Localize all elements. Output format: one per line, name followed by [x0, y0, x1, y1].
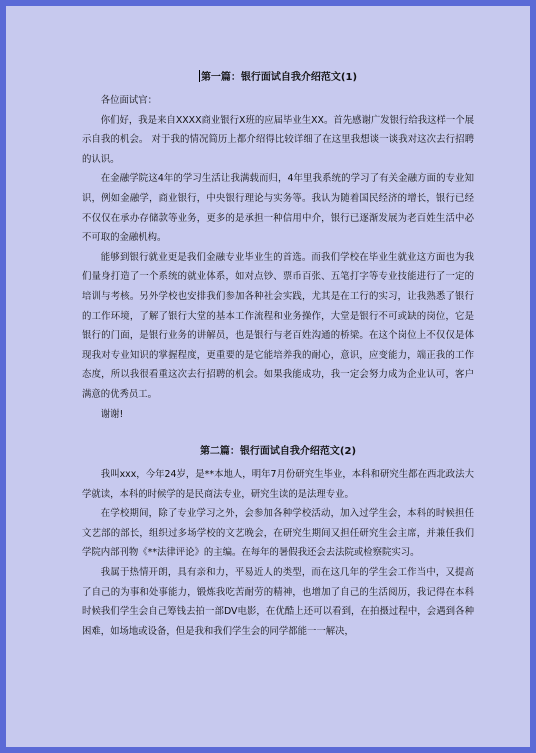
section-spacer	[82, 424, 474, 442]
document-page	[82, 68, 474, 641]
section1-paragraph-2: 在金融学院这4年的学习生活让我满载而归，4年里我系统的学习了有关金融方面的专业知识，例如金融学，商业银行，中央银行理论与实务等。我认为随着国民经济的增长，银行已经不仅仅在承办存储款等业务，更多的是承担一种信用中介，银行已逐渐发展为老百姓生活中必不可取的金融机构。	[82, 173, 474, 244]
section1-paragraph-3: 能够到银行就业更是我们金融专业毕业生的首选。而我们学校在毕业生就业这方面也为我们量身打造了一个系统的就业体系，如对点钞、票币百张、五笔打字等专业技能进行了一定的培训与考核。另外学校也安排我们参加各种社会实践，尤其是在工行的实习，让我熟悉了银行的工作环境，了解了银行大堂的基本工作流程和业务操作，大堂是银行不可或缺的岗位，它是银行的门面，是银行业务的讲解员，也是银行与老百姓沟通的桥梁。在这个岗位上不仅仅是体现我对专业知识的掌握程度，更重要的是它能培养我的耐心，意识，应变能力，端正我的工作态度，所以我很看重这次去行招聘的机会。如果我能成功，我一定会努力成为企业认可，客户满意的优秀员工。	[82, 251, 474, 400]
section1-title: 第一篇：银行面试自我介绍范文(1)	[200, 72, 358, 83]
section1-title-row	[82, 68, 474, 88]
section2-title: 第二篇：银行面试自我介绍范文(2)	[199, 446, 357, 458]
section1-closing: 谢谢!	[100, 408, 124, 420]
document-background	[6, 6, 530, 747]
text-cursor	[199, 70, 200, 82]
section1-paragraph-1: 你们好，我是来自XXXX商业银行X班的应届毕业生XX。首先感谢广发银行给我这样一个展示自我的机会。 对于我的情况简历上都介绍得比较详细了在这里我想谈一谈我对这次去行招聘的认识。	[82, 114, 474, 165]
section2-paragraph-3: 我属于热情开朗，具有亲和力，平易近人的类型，而在这几年的学生会工作当中，又提高了自己的为事和处事能力，锻炼我吃苦耐劳的精神，也增加了自己的生活阅历，我记得在本科时候我们学生会自己筹钱去拍一部DV电影，在优酷上还可以看到，在拍摄过程中，会遇到各种困难，如场地或设备，但是我和我们学生会的同学都能一一解决，	[82, 567, 474, 637]
section2-paragraph-1: 我叫xxx，今年24岁，是**本地人，明年7月份研究生毕业，本科和研究生都在西北政法大学就读，本科的时候学的是民商法专业，研究生读的是法理专业。	[82, 469, 474, 500]
section2-paragraph-2: 在学校期间，除了专业学习之外，会参加各种学校活动，加入过学生会，本科的时候担任文艺部的部长，组织过多场学校的文艺晚会，在研究生期间又担任研究生会主席，并兼任我们学院内部刊物《**法律评论》的主编。在每年的暑假我还会去法院或检察院实习。	[82, 508, 474, 559]
section1-greeting: 各位面试官：	[100, 95, 158, 106]
